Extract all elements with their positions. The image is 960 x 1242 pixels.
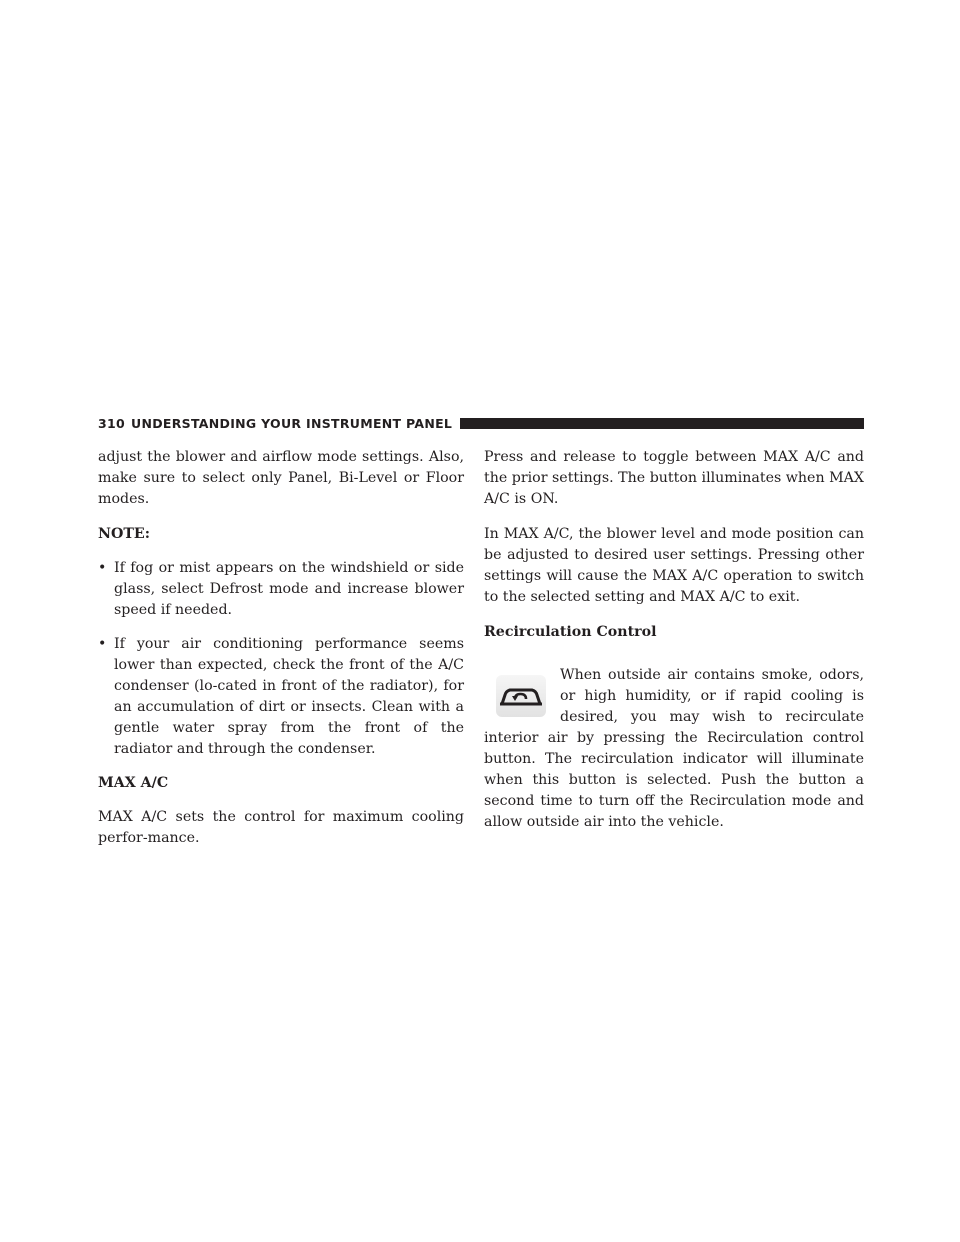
list-item <box>98 634 464 760</box>
bullet-icon: • <box>98 636 107 652</box>
recirculation-paragraph: When outside air contains smoke, odors, or high humidity, or if rapid cooling is desired, you may wish to recirculate interior air by pressing the Recirculation control button. The recirculation indicator will illuminate when this button is selected. Push the button a second time to turn off the Recirculation mode and allow outside air into the vehicle. <box>484 667 864 830</box>
page-number: 310 <box>98 415 125 431</box>
intro-paragraph: adjust the blower and airflow mode settings. Also, make sure to select only Panel, Bi-Level or Floor modes. <box>98 449 464 507</box>
bullet-icon: • <box>98 560 107 576</box>
header-rule <box>460 418 864 429</box>
page-header <box>98 414 864 432</box>
list-item <box>98 558 464 621</box>
note-heading: NOTE: <box>98 526 150 542</box>
max-ac-settings-paragraph: In MAX A/C, the blower level and mode position can be adjusted to desired user settings. Pressing other settings will cause the MAX A/C operation to switch to the selected setting and MAX A/C to exit. <box>484 526 864 605</box>
left-column <box>98 447 464 863</box>
note-list <box>98 558 464 760</box>
section-title: UNDERSTANDING YOUR INSTRUMENT PANEL <box>131 415 453 431</box>
max-ac-paragraph: MAX A/C sets the control for maximum cooling perfor-mance. <box>98 809 464 846</box>
toggle-paragraph: Press and release to toggle between MAX A/C and the prior settings. The button illuminates when MAX A/C is ON. <box>484 449 864 507</box>
bullet-text: If your air conditioning performance seems lower than expected, check the front of the A/C condenser (lo-cated in front of the radiator), for an accumulation of dirt or insects. Clean with a gentle water spray from the front of the radiator and through the condenser. <box>114 636 464 757</box>
max-ac-heading: MAX A/C <box>98 775 169 791</box>
right-column <box>484 447 864 833</box>
bullet-text: If fog or mist appears on the windshield or side glass, select Defrost mode and increase blower speed if needed. <box>114 560 464 618</box>
recirculation-block <box>484 665 864 833</box>
recirculation-icon <box>496 675 546 717</box>
recirculation-heading: Recirculation Control <box>484 624 657 640</box>
